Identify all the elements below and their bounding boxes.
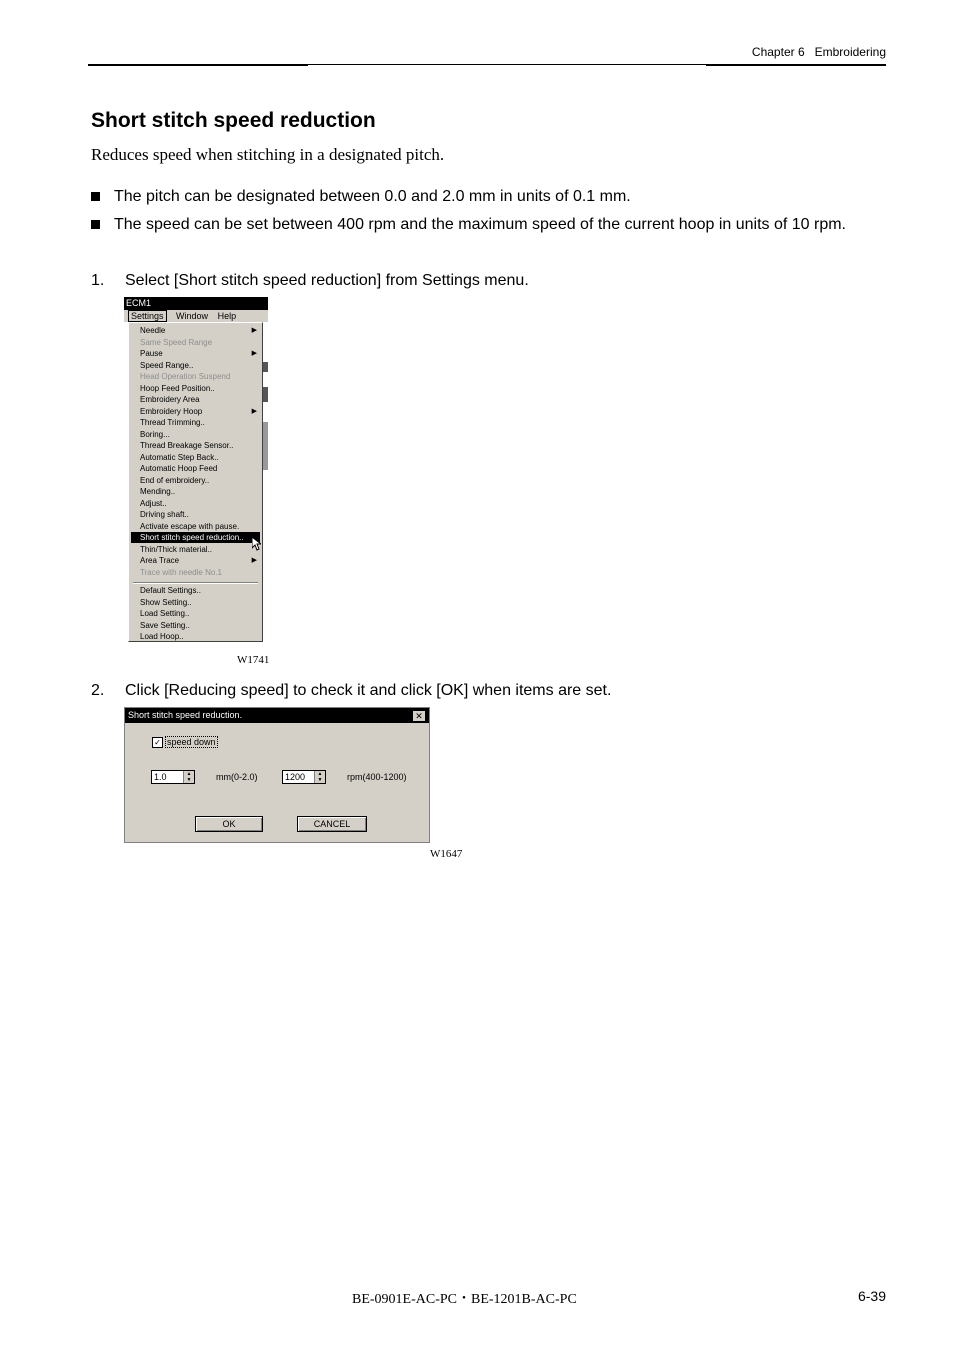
figure-caption: W1741 bbox=[237, 654, 270, 666]
square-bullet-icon bbox=[91, 220, 100, 229]
menu-item[interactable]: Default Settings.. bbox=[140, 586, 201, 595]
menu-item[interactable]: Speed Range.. bbox=[140, 360, 194, 370]
menu-item[interactable]: Activate escape with pause. bbox=[140, 521, 240, 531]
speed-spinbox[interactable] bbox=[282, 770, 326, 784]
step-1 bbox=[91, 272, 529, 290]
menu-item[interactable]: Load Hoop.. bbox=[140, 632, 184, 641]
step-number: 2. bbox=[91, 682, 105, 699]
menu-item[interactable]: Thin/Thick material.. bbox=[140, 544, 213, 554]
menu-item[interactable]: Embroidery Area bbox=[140, 395, 200, 404]
menu-settings[interactable]: Settings bbox=[128, 310, 167, 322]
bullet-text: The speed can be set between 400 rpm and the maximum speed of the current hoop in units of 10 rpm. bbox=[114, 216, 846, 233]
menu-help[interactable]: Help bbox=[217, 311, 237, 321]
dialog-title: Short stitch speed reduction. bbox=[125, 708, 429, 723]
menu-item[interactable]: Thread Breakage Sensor.. bbox=[140, 441, 234, 450]
step-2 bbox=[91, 682, 611, 700]
submenu-arrow-icon: ▶ bbox=[251, 327, 257, 334]
menu-item[interactable]: Pause ▶ bbox=[140, 349, 257, 358]
header-rule bbox=[706, 64, 886, 66]
speed-down-checkbox[interactable]: ✓ bbox=[152, 737, 163, 748]
menu-item[interactable]: Short stitch speed reduction.. bbox=[131, 532, 260, 543]
menu-window[interactable]: Window bbox=[176, 311, 209, 321]
pitch-spinbox[interactable] bbox=[151, 770, 195, 784]
menu-item[interactable]: Automatic Step Back.. bbox=[140, 452, 219, 462]
menu-item[interactable]: Load Setting.. bbox=[140, 609, 190, 618]
settings-menu-screenshot bbox=[124, 297, 268, 643]
menu-item[interactable]: Driving shaft.. bbox=[140, 510, 189, 519]
square-bullet-icon bbox=[91, 192, 100, 201]
pitch-value: 1.0 bbox=[154, 772, 167, 782]
menu-item[interactable]: Needle ▶ bbox=[140, 326, 257, 335]
menu-item[interactable]: Save Setting.. bbox=[140, 620, 190, 630]
page-number: 6-39 bbox=[857, 1288, 886, 1304]
submenu-arrow-icon: ▶ bbox=[251, 350, 257, 357]
step-text: Click [Reducing speed] to check it and click [OK] when items are set. bbox=[125, 682, 612, 699]
menu-item[interactable]: Thread Trimming.. bbox=[140, 418, 205, 427]
menu-item[interactable]: Hoop Feed Position.. bbox=[140, 383, 215, 393]
bullet-item bbox=[91, 188, 887, 206]
step-text: Select [Short stitch speed reduction] from Settings menu. bbox=[125, 272, 529, 289]
bullet-item bbox=[91, 216, 887, 234]
bullet-text: The pitch can be designated between 0.0 and 2.0 mm in units of 0.1 mm. bbox=[114, 188, 631, 205]
checkbox-label[interactable]: speed down bbox=[167, 737, 216, 747]
menu-item[interactable]: Adjust.. bbox=[140, 498, 167, 508]
spin-arrows-icon[interactable]: ▲ ▼ bbox=[314, 771, 325, 783]
chapter-header: Chapter 6 Embroidering bbox=[751, 45, 886, 59]
menu-item[interactable]: Automatic Hoop Feed bbox=[140, 464, 218, 473]
speed-reduction-dialog bbox=[124, 707, 430, 843]
step-number: 1. bbox=[91, 272, 105, 289]
spin-arrows-icon[interactable]: ▲ ▼ bbox=[183, 771, 194, 783]
menu-item[interactable]: Embroidery Hoop ▶ bbox=[140, 406, 257, 416]
menu-item[interactable]: Show Setting.. bbox=[140, 597, 192, 607]
ok-button[interactable]: OK bbox=[195, 816, 263, 832]
menu-item: Same Speed Range bbox=[140, 337, 213, 347]
speed-value: 1200 bbox=[285, 772, 306, 782]
submenu-arrow-icon: ▶ bbox=[251, 557, 257, 564]
window-title: ECM1 bbox=[124, 297, 268, 310]
cancel-button[interactable]: CANCEL bbox=[297, 816, 367, 832]
figure-caption: W1647 bbox=[430, 848, 463, 860]
section-title: Short stitch speed reduction bbox=[91, 109, 376, 132]
close-icon[interactable]: ✕ bbox=[412, 710, 426, 722]
model-footer: BE-0901E-AC-PC・BE-1201B-AC-PC bbox=[352, 1292, 577, 1307]
menu-item[interactable]: Area Trace ▶ bbox=[140, 556, 257, 565]
submenu-arrow-icon: ▶ bbox=[251, 407, 257, 415]
settings-dropdown bbox=[128, 322, 263, 642]
pitch-range-label: mm(0-2.0) bbox=[216, 772, 258, 782]
menu-item[interactable]: End of embroidery.. bbox=[140, 475, 210, 485]
menu-item[interactable]: Mending.. bbox=[140, 487, 176, 496]
speed-range-label: rpm(400-1200) bbox=[347, 772, 407, 782]
section-intro: Reduces speed when stitching in a designated pitch. bbox=[91, 145, 445, 164]
menu-item: Trace with needle No.1 bbox=[140, 567, 222, 577]
header-rule bbox=[88, 64, 308, 66]
menu-separator bbox=[133, 582, 258, 584]
menubar bbox=[124, 310, 268, 322]
menu-item: Head Operation Suspend bbox=[140, 372, 231, 381]
header-rule bbox=[308, 64, 706, 65]
menu-item[interactable]: Boring... bbox=[140, 429, 170, 439]
